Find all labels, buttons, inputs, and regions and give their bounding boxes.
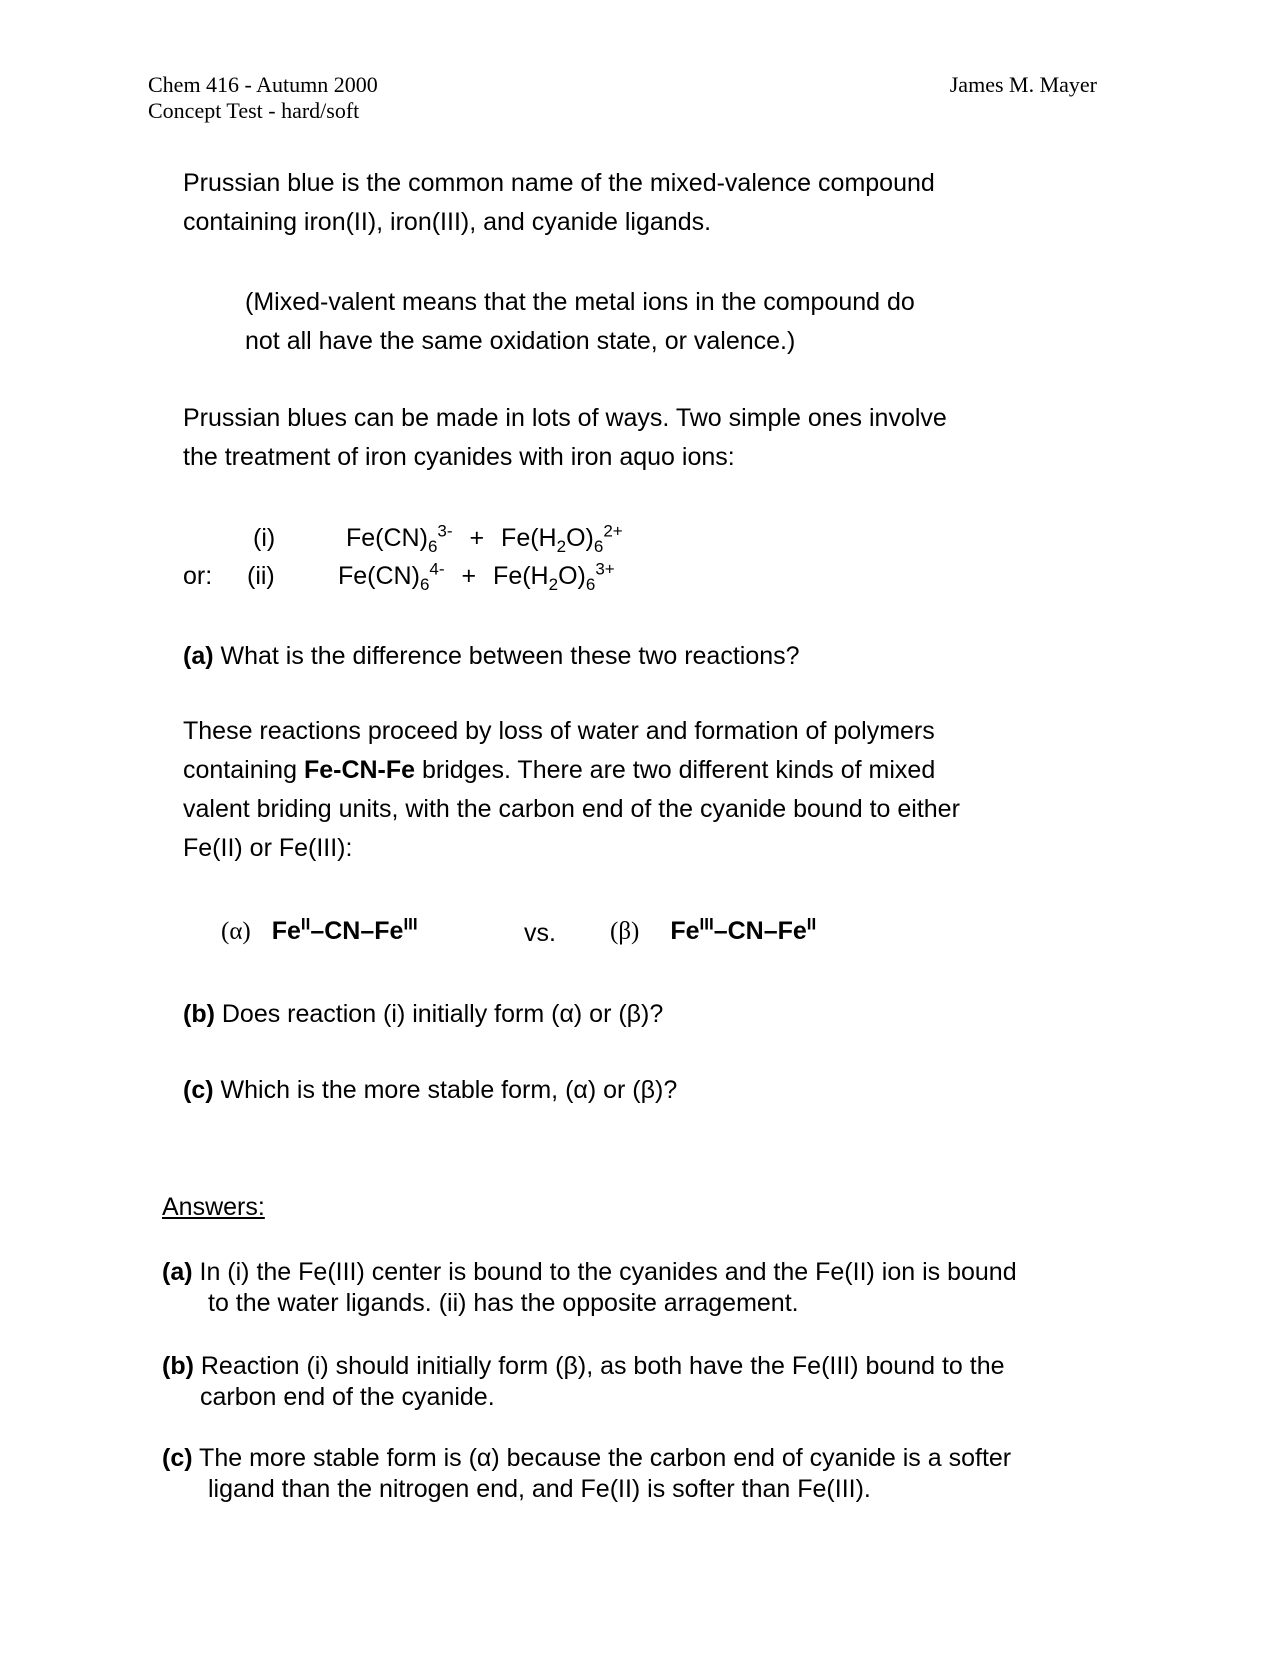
- reactant-iron-aquo-2: $Fe(H_2O)_6^{2+}$: [501, 521, 623, 556]
- beta-label: (β): [610, 918, 640, 945]
- polymers-paragraph: [183, 712, 960, 868]
- intro-paragraph: [183, 164, 935, 242]
- methods-line-1: Prussian blues can be made in lots of ways. Two simple ones involve: [183, 404, 947, 432]
- alpha-form: [221, 915, 418, 948]
- methods-line-2: the treatment of iron cyanides with iron aquo ions:: [183, 443, 735, 471]
- note-paragraph: [245, 283, 915, 361]
- polymers-line-2: containing Fe-CN-Fe bridges. There are two different kinds of mixed: [183, 756, 936, 784]
- question-a: (a) What is the difference between these two reactions?: [183, 642, 800, 670]
- vs-label: vs.: [524, 919, 556, 947]
- reactant-ferrocyanide: $Fe(CN)_6^{4-}$: [338, 559, 445, 594]
- methods-paragraph: [183, 399, 947, 477]
- answer-b-line-2: carbon end of the cyanide.: [200, 1383, 495, 1411]
- answer-c-line-2: ligand than the nitrogen end, and Fe(II) is softer than Fe(III).: [208, 1475, 871, 1503]
- answers-heading: Answers:: [162, 1193, 265, 1221]
- note-line-2: not all have the same oxidation state, or valence.): [245, 327, 796, 355]
- reactant-ferricyanide: $Fe(CN)_6^{3-}$: [346, 521, 453, 556]
- reaction-1-equation: $Fe(CN)_6^{3-} + Fe(H_2O)_6^{2+}$: [346, 521, 623, 556]
- header-course: Chem 416 - Autumn 2000: [148, 72, 378, 97]
- reaction-1-label: (i): [253, 524, 276, 552]
- beta-form: [610, 915, 816, 948]
- answer-a-line-1: (a) In (i) the Fe(III) center is bound to the cyanides and the Fe(II) ion is bound: [162, 1258, 1017, 1286]
- alpha-formula: $Fe^{II}-CN-Fe^{III}$: [271, 914, 418, 945]
- polymers-line-1: These reactions proceed by loss of water and formation of polymers: [183, 717, 935, 745]
- note-line-1: (Mixed-valent means that the metal ions in the compound do: [245, 288, 915, 316]
- reaction-2-equation: $Fe(CN)_6^{4-} + Fe(H_2O)_6^{3+}$: [338, 559, 615, 594]
- beta-formula: $Fe^{III}-CN-Fe^{II}$: [670, 914, 817, 945]
- answer-b-line-1: (b) Reaction (i) should initially form (β), as both have the Fe(III) bound to the: [162, 1352, 1005, 1380]
- question-c: (c) Which is the more stable form, (α) or (β)?: [183, 1076, 678, 1104]
- answer-a: [162, 1257, 1017, 1319]
- answer-a-line-2: to the water ligands. (ii) has the opposite arragement.: [208, 1289, 799, 1317]
- answer-c: [162, 1443, 1011, 1505]
- alpha-label: (α): [221, 918, 251, 945]
- polymers-line-4: Fe(II) or Fe(III):: [183, 834, 353, 862]
- intro-line-1: Prussian blue is the common name of the mixed-valence compound: [183, 169, 935, 197]
- question-b: (b) Does reaction (i) initially form (α) or (β)?: [183, 1000, 664, 1028]
- reaction-2-prefix: or:: [183, 562, 213, 590]
- polymers-line-3: valent briding units, with the carbon end of the cyanide bound to either: [183, 795, 960, 823]
- intro-line-2: containing iron(II), iron(III), and cyanide ligands.: [183, 208, 712, 236]
- answer-c-line-1: (c) The more stable form is (α) because the carbon end of cyanide is a softer: [162, 1444, 1012, 1472]
- header-subtitle: Concept Test - hard/soft: [148, 98, 360, 123]
- reactant-iron-aquo-3: $Fe(H_2O)_6^{3+}$: [493, 559, 615, 594]
- reaction-2-label: (ii): [247, 562, 275, 590]
- header-author: James M. Mayer: [949, 72, 1097, 97]
- answer-b: [162, 1351, 1005, 1413]
